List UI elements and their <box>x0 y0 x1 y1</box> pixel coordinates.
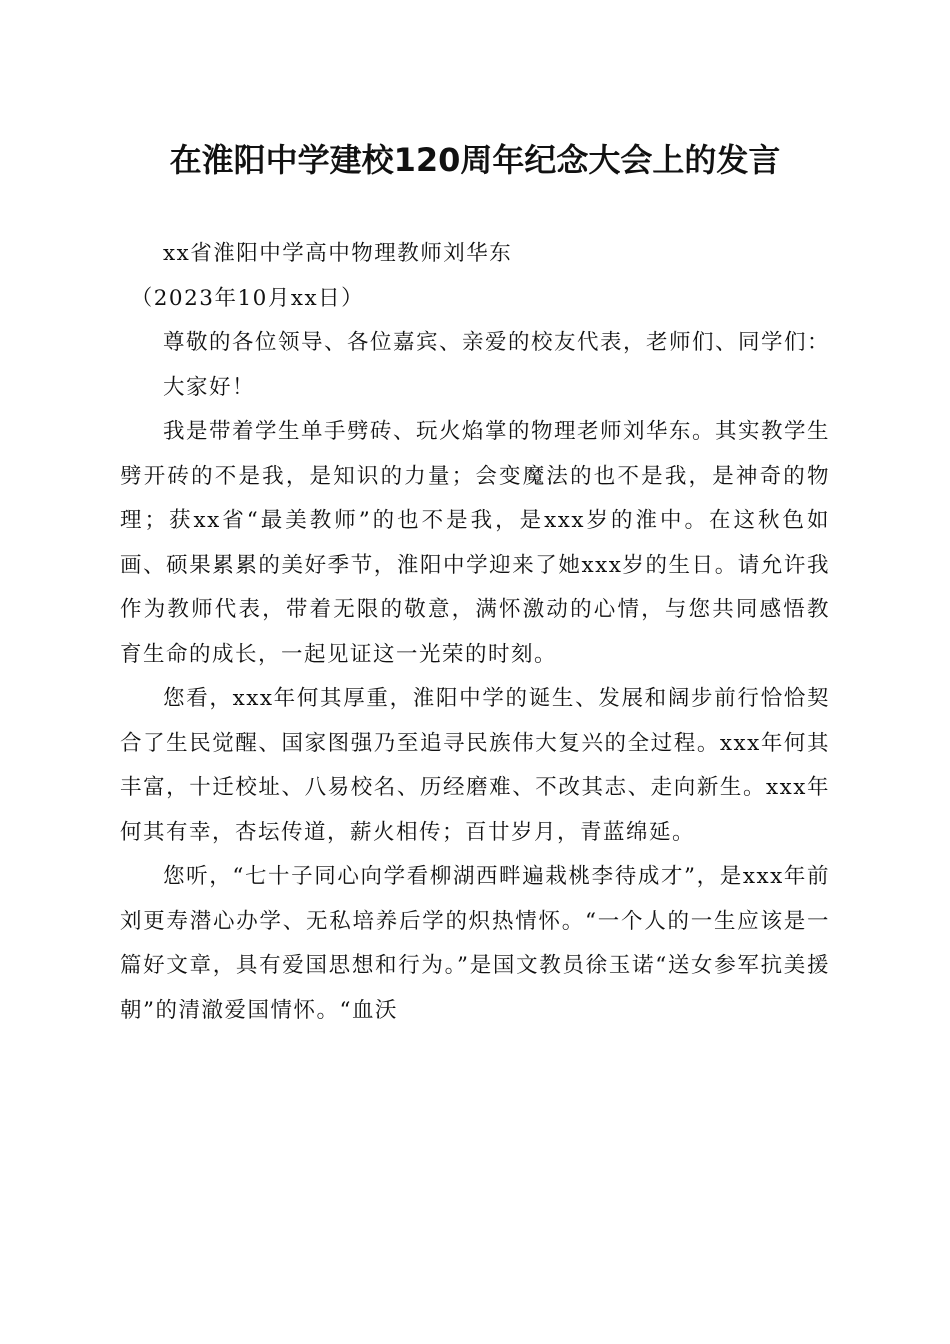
body-paragraph: 您听，“七十子同心向学看柳湖西畔遍栽桃李待成才”，是xxx年前刘更寿潜心办学、无私培养后学的炽热情怀。“一个人的一生应该是一篇好文章，具有爱国思想和行为。”是国文教员徐玉诺“送女参军抗美援朝”的清澈爱国情怀。“血沃 <box>120 864 830 1023</box>
salutation-paragraph: 尊敬的各位领导、各位嘉宾、亲爱的校友代表，老师们、同学们： <box>163 330 831 355</box>
date-line: （2023年10月xx日） <box>130 285 365 311</box>
greeting-paragraph: 大家好！ <box>163 374 256 400</box>
author-line: xx省淮阳中学高中物理教师刘华东 <box>163 241 513 266</box>
body-paragraph: 我是带着学生单手劈砖、玩火焰掌的物理老师刘华东。其实教学生劈开砖的不是我，是知识的力量；会变魔法的也不是我，是神奇的物理；获xx省“最美教师”的也不是我，是xxx岁的淮中。在这秋色如画、硕果累累的美好季节，淮阳中学迎来了她xxx岁的生日。请允许我作为教师代表，带着无限的敬意，满怀激动的心情，与您共同感悟教育生命的成长，一起见证这一光荣的时刻。 <box>120 419 831 667</box>
body-paragraph: 您看，xxx年何其厚重，淮阳中学的诞生、发展和阔步前行恰恰契合了生民觉醒、国家图强乃至追寻民族伟大复兴的全过程。xxx年何其丰富，十迁校址、八易校名、历经磨难、不改其志、走向新生。xxx年何其有幸，杏坛传道，薪火相传；百廿岁月，青蓝绵延。 <box>120 686 830 845</box>
document-title: 在淮阳中学建校120周年纪念大会上的发言 <box>169 141 781 179</box>
document-body <box>120 232 830 1033</box>
